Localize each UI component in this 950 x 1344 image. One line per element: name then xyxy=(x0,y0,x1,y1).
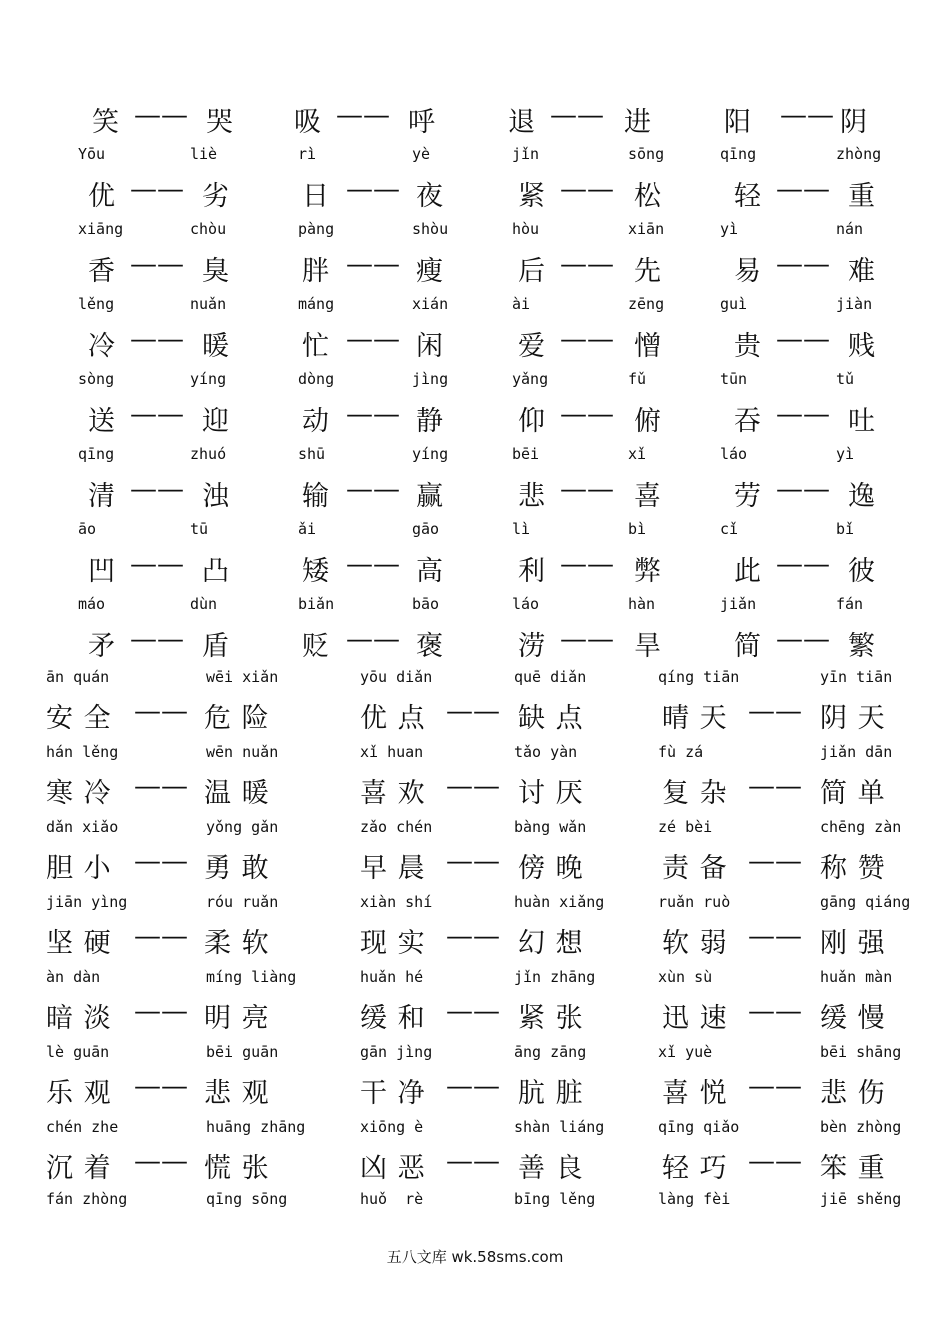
dash: —— xyxy=(776,474,830,505)
dash: —— xyxy=(560,324,614,355)
hanzi-word: 肮 脏 xyxy=(518,1078,584,1109)
hanzi-word: 乐 观 xyxy=(46,1078,112,1109)
hanzi: 暖 xyxy=(202,331,230,362)
hanzi-word: 刚 强 xyxy=(820,928,886,959)
hanzi-word: 勇 敢 xyxy=(204,853,270,884)
pinyin: bì xyxy=(628,520,647,538)
pinyin: yè xyxy=(412,145,431,163)
hanzi: 送 xyxy=(88,406,116,437)
pinyin: huāng zhāng xyxy=(206,1118,306,1136)
pinyin: guì xyxy=(720,295,748,313)
hanzi-word: 笨 重 xyxy=(820,1153,886,1184)
hanzi: 重 xyxy=(848,181,876,212)
hanzi-word: 沉 着 xyxy=(46,1153,112,1184)
dash: —— xyxy=(776,174,830,205)
pinyin: jiān yìng xyxy=(46,893,128,911)
pinyin: máng xyxy=(298,295,335,313)
hanzi: 呼 xyxy=(408,107,436,138)
dash: —— xyxy=(780,100,834,131)
pinyin: jìng xyxy=(412,370,449,388)
pinyin: fán zhòng xyxy=(46,1190,128,1208)
hanzi: 冷 xyxy=(88,331,116,362)
hanzi: 涝 xyxy=(518,631,546,662)
dash: —— xyxy=(446,771,500,802)
pinyin: qīng qiǎo xyxy=(658,1118,740,1136)
hanzi: 褒 xyxy=(416,631,444,662)
hanzi: 贱 xyxy=(848,331,876,362)
pinyin: yíng xyxy=(412,445,449,463)
hanzi-word: 凶 恶 xyxy=(360,1153,426,1184)
pinyin: liè xyxy=(190,145,218,163)
hanzi-word: 喜 欢 xyxy=(360,778,426,809)
hanzi-word: 寒 冷 xyxy=(46,778,112,809)
pinyin: yǎng xyxy=(512,370,549,388)
pinyin: àn dàn xyxy=(46,968,101,986)
hanzi: 矮 xyxy=(302,556,330,587)
hanzi: 贬 xyxy=(302,631,330,662)
pinyin: bèn zhòng xyxy=(820,1118,902,1136)
pinyin: huǎn hé xyxy=(360,968,424,986)
pinyin: jǐn xyxy=(512,145,540,163)
pinyin: nán xyxy=(836,220,864,238)
pinyin: biǎn xyxy=(298,595,335,613)
hanzi-word: 危 险 xyxy=(204,703,270,734)
pinyin: xǐ yuè xyxy=(658,1043,713,1061)
pinyin: hán lěng xyxy=(46,743,119,761)
pinyin: sōng xyxy=(628,145,665,163)
hanzi: 松 xyxy=(634,181,662,212)
pinyin: zēng xyxy=(628,295,665,313)
hanzi: 瘦 xyxy=(416,256,444,287)
pinyin: shàn liáng xyxy=(514,1118,605,1136)
dash: —— xyxy=(560,624,614,655)
pinyin: bēi guān xyxy=(206,1043,279,1061)
pinyin: bāo xyxy=(412,595,440,613)
hanzi-word: 善 良 xyxy=(518,1153,584,1184)
dash: —— xyxy=(446,996,500,1027)
dash: —— xyxy=(776,249,830,280)
pinyin: xùn sù xyxy=(658,968,713,986)
dash: —— xyxy=(134,771,188,802)
dash: —— xyxy=(346,174,400,205)
pinyin: lì xyxy=(512,520,531,538)
pinyin: xiāng xyxy=(78,220,124,238)
hanzi: 贵 xyxy=(734,331,762,362)
pinyin: cǐ xyxy=(720,520,739,538)
hanzi: 吸 xyxy=(294,107,322,138)
pinyin: bēi shāng xyxy=(820,1043,902,1061)
pinyin: chòu xyxy=(190,220,227,238)
hanzi-word: 明 亮 xyxy=(204,1003,270,1034)
dash: —— xyxy=(134,1071,188,1102)
hanzi-word: 迅 速 xyxy=(662,1003,728,1034)
hanzi: 优 xyxy=(88,181,116,212)
hanzi: 喜 xyxy=(634,481,662,512)
hanzi-word: 现 实 xyxy=(360,928,426,959)
hanzi-word: 责 备 xyxy=(662,853,728,884)
pinyin: huǒ rè xyxy=(360,1190,424,1208)
dash: —— xyxy=(130,174,184,205)
dash: —— xyxy=(748,921,802,952)
hanzi: 先 xyxy=(634,256,662,287)
dash: —— xyxy=(134,846,188,877)
dash: —— xyxy=(776,399,830,430)
dash: —— xyxy=(130,549,184,580)
pinyin: āng zāng xyxy=(514,1043,587,1061)
hanzi: 后 xyxy=(518,256,546,287)
pinyin: wēi xiǎn xyxy=(206,668,279,686)
hanzi-word: 称 赞 xyxy=(820,853,886,884)
pinyin: tǔ xyxy=(836,370,855,388)
hanzi: 阴 xyxy=(840,107,868,138)
dash: —— xyxy=(130,399,184,430)
pinyin: bàng wǎn xyxy=(514,818,587,836)
dash: —— xyxy=(130,624,184,655)
pinyin: Yōu xyxy=(78,145,106,163)
hanzi-word: 讨 厌 xyxy=(518,778,584,809)
pinyin: hòu xyxy=(512,220,540,238)
hanzi-word: 慌 张 xyxy=(204,1153,270,1184)
hanzi: 哭 xyxy=(206,107,234,138)
hanzi: 易 xyxy=(734,256,762,287)
pinyin: bēi xyxy=(512,445,540,463)
pinyin: dǎn xiǎo xyxy=(46,818,119,836)
pinyin: ǎi xyxy=(298,520,317,538)
hanzi: 日 xyxy=(302,181,330,212)
hanzi: 退 xyxy=(508,107,536,138)
hanzi-word: 喜 悦 xyxy=(662,1078,728,1109)
hanzi: 赢 xyxy=(416,481,444,512)
hanzi-word: 柔 软 xyxy=(204,928,270,959)
hanzi: 夜 xyxy=(416,181,444,212)
dash: —— xyxy=(748,996,802,1027)
dash: —— xyxy=(346,324,400,355)
hanzi-word: 阴 天 xyxy=(820,703,886,734)
pinyin: yīn tiān xyxy=(820,668,893,686)
hanzi: 憎 xyxy=(634,331,662,362)
hanzi: 吞 xyxy=(734,406,762,437)
pinyin: zhòng xyxy=(836,145,882,163)
hanzi: 忙 xyxy=(302,331,330,362)
pinyin: gāo xyxy=(412,520,440,538)
hanzi: 劣 xyxy=(202,181,230,212)
dash: —— xyxy=(560,249,614,280)
pinyin: ān quán xyxy=(46,668,110,686)
hanzi-word: 晴 天 xyxy=(662,703,728,734)
dash: —— xyxy=(446,696,500,727)
dash: —— xyxy=(134,100,188,131)
pinyin: ài xyxy=(512,295,531,313)
hanzi-word: 幻 想 xyxy=(518,928,584,959)
pinyin: hàn xyxy=(628,595,656,613)
pinyin: lěng xyxy=(78,295,115,313)
pinyin: chén zhe xyxy=(46,1118,119,1136)
pinyin: dòng xyxy=(298,370,335,388)
dash: —— xyxy=(346,474,400,505)
pinyin: yì xyxy=(720,220,739,238)
hanzi: 凸 xyxy=(202,556,230,587)
hanzi: 难 xyxy=(848,256,876,287)
hanzi-word: 简 单 xyxy=(820,778,886,809)
pinyin: jiàn xyxy=(836,295,873,313)
pinyin: míng liàng xyxy=(206,968,297,986)
dash: —— xyxy=(346,624,400,655)
hanzi: 弊 xyxy=(634,556,662,587)
hanzi-word: 早 晨 xyxy=(360,853,426,884)
hanzi: 此 xyxy=(734,556,762,587)
pinyin: huǎn màn xyxy=(820,968,893,986)
dash: —— xyxy=(748,771,802,802)
hanzi: 高 xyxy=(416,556,444,587)
pinyin: pàng xyxy=(298,220,335,238)
hanzi: 盾 xyxy=(202,631,230,662)
hanzi-word: 干 净 xyxy=(360,1078,426,1109)
pinyin: lè guān xyxy=(46,1043,110,1061)
dash: —— xyxy=(446,846,500,877)
pinyin: huàn xiǎng xyxy=(514,893,605,911)
dash: —— xyxy=(560,174,614,205)
pinyin: bǐ xyxy=(836,520,855,538)
pinyin: yíng xyxy=(190,370,227,388)
pinyin: gāng qiáng xyxy=(820,893,911,911)
hanzi-word: 缓 和 xyxy=(360,1003,426,1034)
pinyin: qīng xyxy=(78,445,115,463)
hanzi: 清 xyxy=(88,481,116,512)
pinyin: bīng lěng xyxy=(514,1190,596,1208)
hanzi-word: 复 杂 xyxy=(662,778,728,809)
hanzi: 闲 xyxy=(416,331,444,362)
pinyin: máo xyxy=(78,595,106,613)
hanzi: 凹 xyxy=(88,556,116,587)
hanzi: 胖 xyxy=(302,256,330,287)
dash: —— xyxy=(134,996,188,1027)
hanzi: 香 xyxy=(88,256,116,287)
pinyin: wēn nuǎn xyxy=(206,743,279,761)
dash: —— xyxy=(748,1146,802,1177)
dash: —— xyxy=(130,324,184,355)
hanzi: 迎 xyxy=(202,406,230,437)
hanzi: 旱 xyxy=(634,631,662,662)
pinyin: yǒng gǎn xyxy=(206,818,279,836)
dash: —— xyxy=(748,1071,802,1102)
hanzi: 臭 xyxy=(202,256,230,287)
pinyin: zé bèi xyxy=(658,818,713,836)
hanzi-word: 缓 慢 xyxy=(820,1003,886,1034)
hanzi-word: 缺 点 xyxy=(518,703,584,734)
pinyin: xiōng è xyxy=(360,1118,424,1136)
pinyin: róu ruǎn xyxy=(206,893,279,911)
hanzi-word: 温 暖 xyxy=(204,778,270,809)
pinyin: tūn xyxy=(720,370,748,388)
pinyin: jiǎn dān xyxy=(820,743,893,761)
hanzi: 输 xyxy=(302,481,330,512)
pinyin: sòng xyxy=(78,370,115,388)
dash: —— xyxy=(130,474,184,505)
dash: —— xyxy=(560,549,614,580)
hanzi-word: 软 弱 xyxy=(662,928,728,959)
hanzi: 静 xyxy=(416,406,444,437)
pinyin: jiē shěng xyxy=(820,1190,902,1208)
dash: —— xyxy=(336,100,390,131)
hanzi-word: 悲 观 xyxy=(204,1078,270,1109)
dash: —— xyxy=(346,549,400,580)
pinyin: qīng sōng xyxy=(206,1190,288,1208)
pinyin: láo xyxy=(720,445,748,463)
hanzi: 简 xyxy=(734,631,762,662)
pinyin: āo xyxy=(78,520,97,538)
pinyin: jǐn zhāng xyxy=(514,968,596,986)
dash: —— xyxy=(776,549,830,580)
hanzi-word: 优 点 xyxy=(360,703,426,734)
dash: —— xyxy=(560,474,614,505)
hanzi: 仰 xyxy=(518,406,546,437)
dash: —— xyxy=(346,249,400,280)
pinyin: quē diǎn xyxy=(514,668,587,686)
dash: —— xyxy=(446,1146,500,1177)
hanzi-word: 胆 小 xyxy=(46,853,112,884)
dash: —— xyxy=(748,696,802,727)
footer-watermark: 五八文库 wk.58sms.com xyxy=(386,1248,564,1266)
pinyin: rì xyxy=(298,145,317,163)
dash: —— xyxy=(446,921,500,952)
pinyin: yì xyxy=(836,445,855,463)
hanzi: 笑 xyxy=(92,107,120,138)
hanzi: 利 xyxy=(518,556,546,587)
pinyin: yōu diǎn xyxy=(360,668,433,686)
hanzi-word: 紧 张 xyxy=(518,1003,584,1034)
dash: —— xyxy=(346,399,400,430)
pinyin: nuǎn xyxy=(190,295,227,313)
hanzi: 动 xyxy=(302,406,330,437)
hanzi: 轻 xyxy=(734,181,762,212)
pinyin: shòu xyxy=(412,220,449,238)
pinyin: xiān xyxy=(628,220,665,238)
hanzi-word: 暗 淡 xyxy=(46,1003,112,1034)
pinyin: dùn xyxy=(190,595,218,613)
hanzi: 劳 xyxy=(734,481,762,512)
pinyin: jiǎn xyxy=(720,595,757,613)
pinyin: fù zá xyxy=(658,743,704,761)
hanzi: 进 xyxy=(624,107,652,138)
hanzi: 浊 xyxy=(202,481,230,512)
hanzi: 紧 xyxy=(518,181,546,212)
dash: —— xyxy=(560,399,614,430)
hanzi: 爱 xyxy=(518,331,546,362)
pinyin: xiàn shí xyxy=(360,893,433,911)
pinyin: fǔ xyxy=(628,370,647,388)
pinyin: láo xyxy=(512,595,540,613)
hanzi: 逸 xyxy=(848,481,876,512)
pinyin: tū xyxy=(190,520,209,538)
pinyin: làng fèi xyxy=(658,1190,731,1208)
pinyin: tǎo yàn xyxy=(514,743,578,761)
hanzi: 悲 xyxy=(518,481,546,512)
hanzi: 彼 xyxy=(848,556,876,587)
hanzi-word: 轻 巧 xyxy=(662,1153,728,1184)
dash: —— xyxy=(776,324,830,355)
pinyin: zǎo chén xyxy=(360,818,433,836)
pinyin: qíng tiān xyxy=(658,668,740,686)
pinyin: xǐ huan xyxy=(360,743,424,761)
hanzi: 俯 xyxy=(634,406,662,437)
hanzi: 阳 xyxy=(724,107,752,138)
hanzi-word: 悲 伤 xyxy=(820,1078,886,1109)
hanzi: 繁 xyxy=(848,631,876,662)
pinyin: ruǎn ruò xyxy=(658,893,731,911)
pinyin: fán xyxy=(836,595,864,613)
dash: —— xyxy=(550,100,604,131)
dash: —— xyxy=(134,1146,188,1177)
hanzi: 吐 xyxy=(848,406,876,437)
dash: —— xyxy=(130,249,184,280)
dash: —— xyxy=(446,1071,500,1102)
hanzi-word: 坚 硬 xyxy=(46,928,112,959)
hanzi-word: 安 全 xyxy=(46,703,112,734)
dash: —— xyxy=(134,921,188,952)
pinyin: shū xyxy=(298,445,326,463)
dash: —— xyxy=(748,846,802,877)
hanzi: 矛 xyxy=(88,631,116,662)
dash: —— xyxy=(776,624,830,655)
pinyin: zhuó xyxy=(190,445,227,463)
pinyin: qīng xyxy=(720,145,757,163)
pinyin: chēng zàn xyxy=(820,818,902,836)
dash: —— xyxy=(134,696,188,727)
hanzi-word: 傍 晚 xyxy=(518,853,584,884)
pinyin: xǐ xyxy=(628,445,647,463)
pinyin: gān jìng xyxy=(360,1043,433,1061)
pinyin: xián xyxy=(412,295,449,313)
